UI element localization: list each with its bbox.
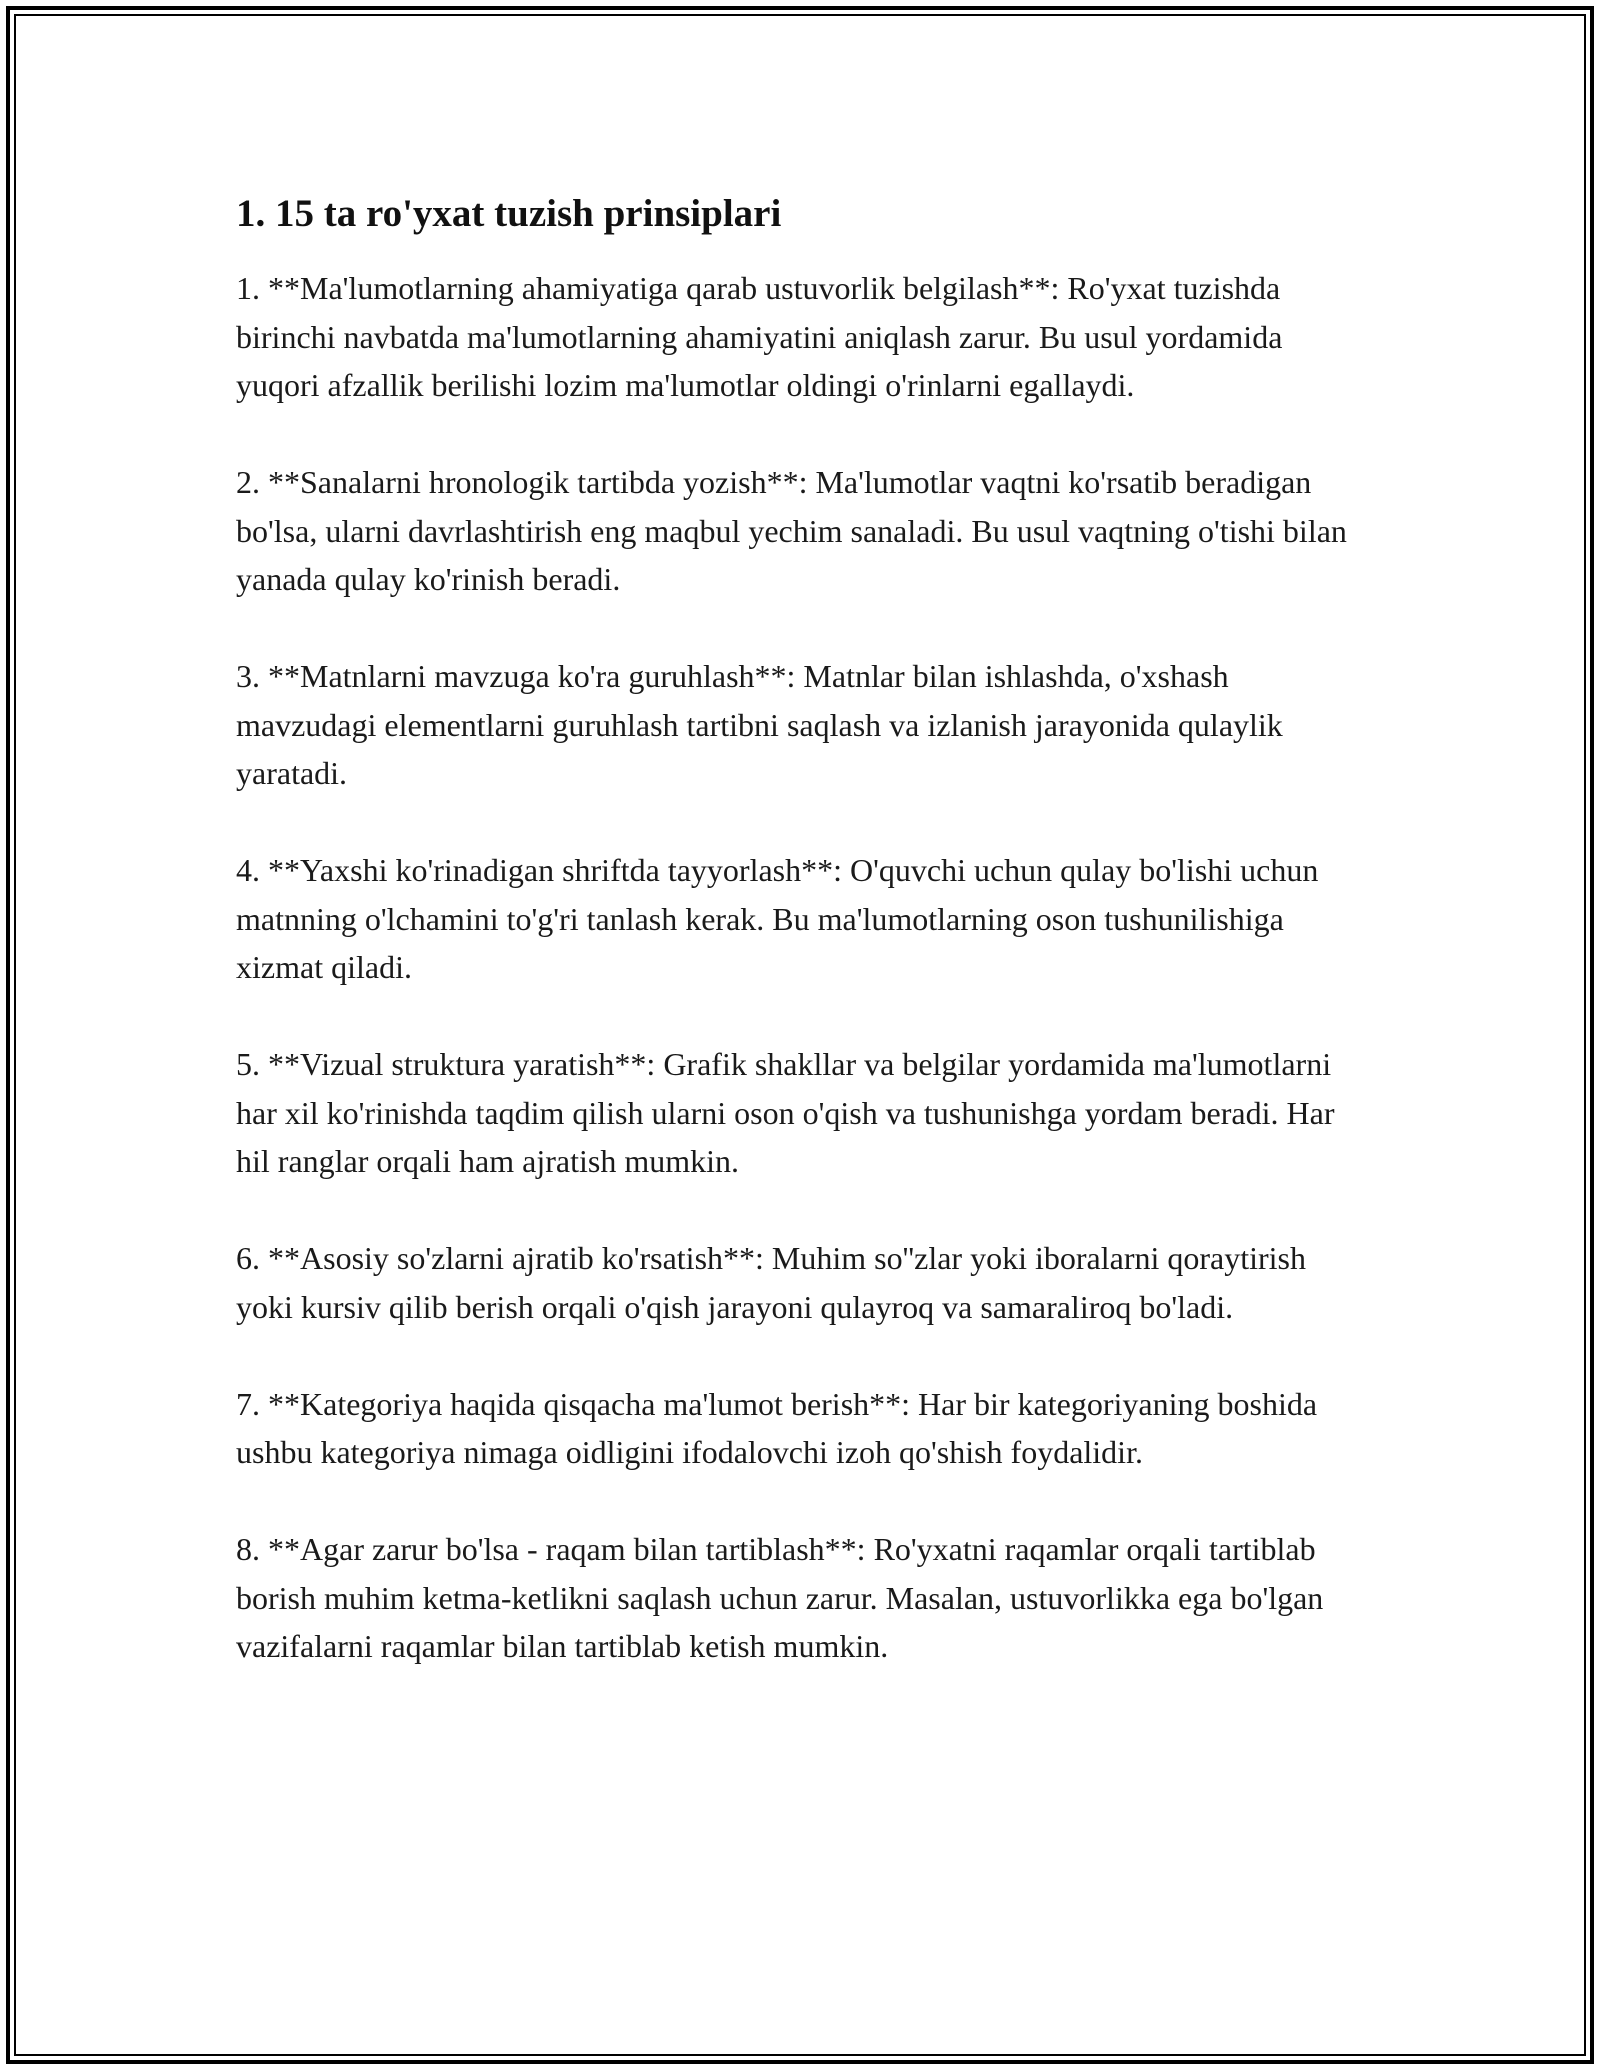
list-item: 6. **Asosiy so'zlarni ajratib ko'rsatish**: Muhim so''zlar yoki iboralarni qoraytirish yoki kursiv qilib berish orqali o'qish jarayoni qulayroq va samaraliroq bo'ladi. [236,1240,1306,1325]
list-item: 5. **Vizual struktura yaratish**: Grafik shakllar va belgilar yordamida ma'lumotlarni har xil ko'rinishda taqdim qilish ularni oson o'qish va tushunishga yordam beradi. Har hil ranglar orqali ham ajratish mumkin. [236,1046,1335,1179]
list-item: 8. **Agar zarur bo'lsa - raqam bilan tartiblash**: Ro'yxatni raqamlar orqali tartiblab borish muhim ketma-ketlikni saqlash uchun zarur. Masalan, ustuvorlikka ega bo'lgan vazifalarni raqamlar bilan tartiblab ketish mumkin. [236,1531,1324,1664]
list-item: 2. **Sanalarni hronologik tartibda yozish**: Ma'lumotlar vaqtni ko'rsatib beradigan bo'lsa, ularni davrlashtirish eng maqbul yechim sanaladi. Bu usul vaqtning o'tishi bilan yanada qulay ko'rinish beradi. [236,464,1347,597]
document-title: 1. 15 ta ro'yxat tuzish prinsiplari [236,192,782,235]
list-item: 4. **Yaxshi ko'rinadigan shriftda tayyorlash**: O'quvchi uchun qulay bo'lishi uchun matnning o'lchamini to'g'ri tanlash kerak. Bu ma'lumotlarning oson tushunilishiga xizmat qiladi. [236,852,1319,985]
list-item: 7. **Kategoriya haqida qisqacha ma'lumot berish**: Har bir kategoriyaning boshida ushbu kategoriya nimaga oidligini ifodalovchi izoh qo'shish foydalidir. [236,1385,1318,1470]
list-item: 3. **Matnlarni mavzuga ko'ra guruhlash**: Matnlar bilan ishlashda, o'xshash mavzudagi elementlarni guruhlash tartibni saqlash va izlanish jarayonida qulaylik yaratadi. [236,658,1283,791]
document-body [236,186,1366,1719]
list-item: 1. **Ma'lumotlarning ahamiyatiga qarab ustuvorlik belgilash**: Ro'yxat tuzishda birinchi navbatda ma'lumotlarning ahamiyatini aniqlash zarur. Bu usul yordamida yuqori afzallik berilishi lozim ma'lumotlar oldingi o'rinlarni egallaydi. [236,270,1283,403]
